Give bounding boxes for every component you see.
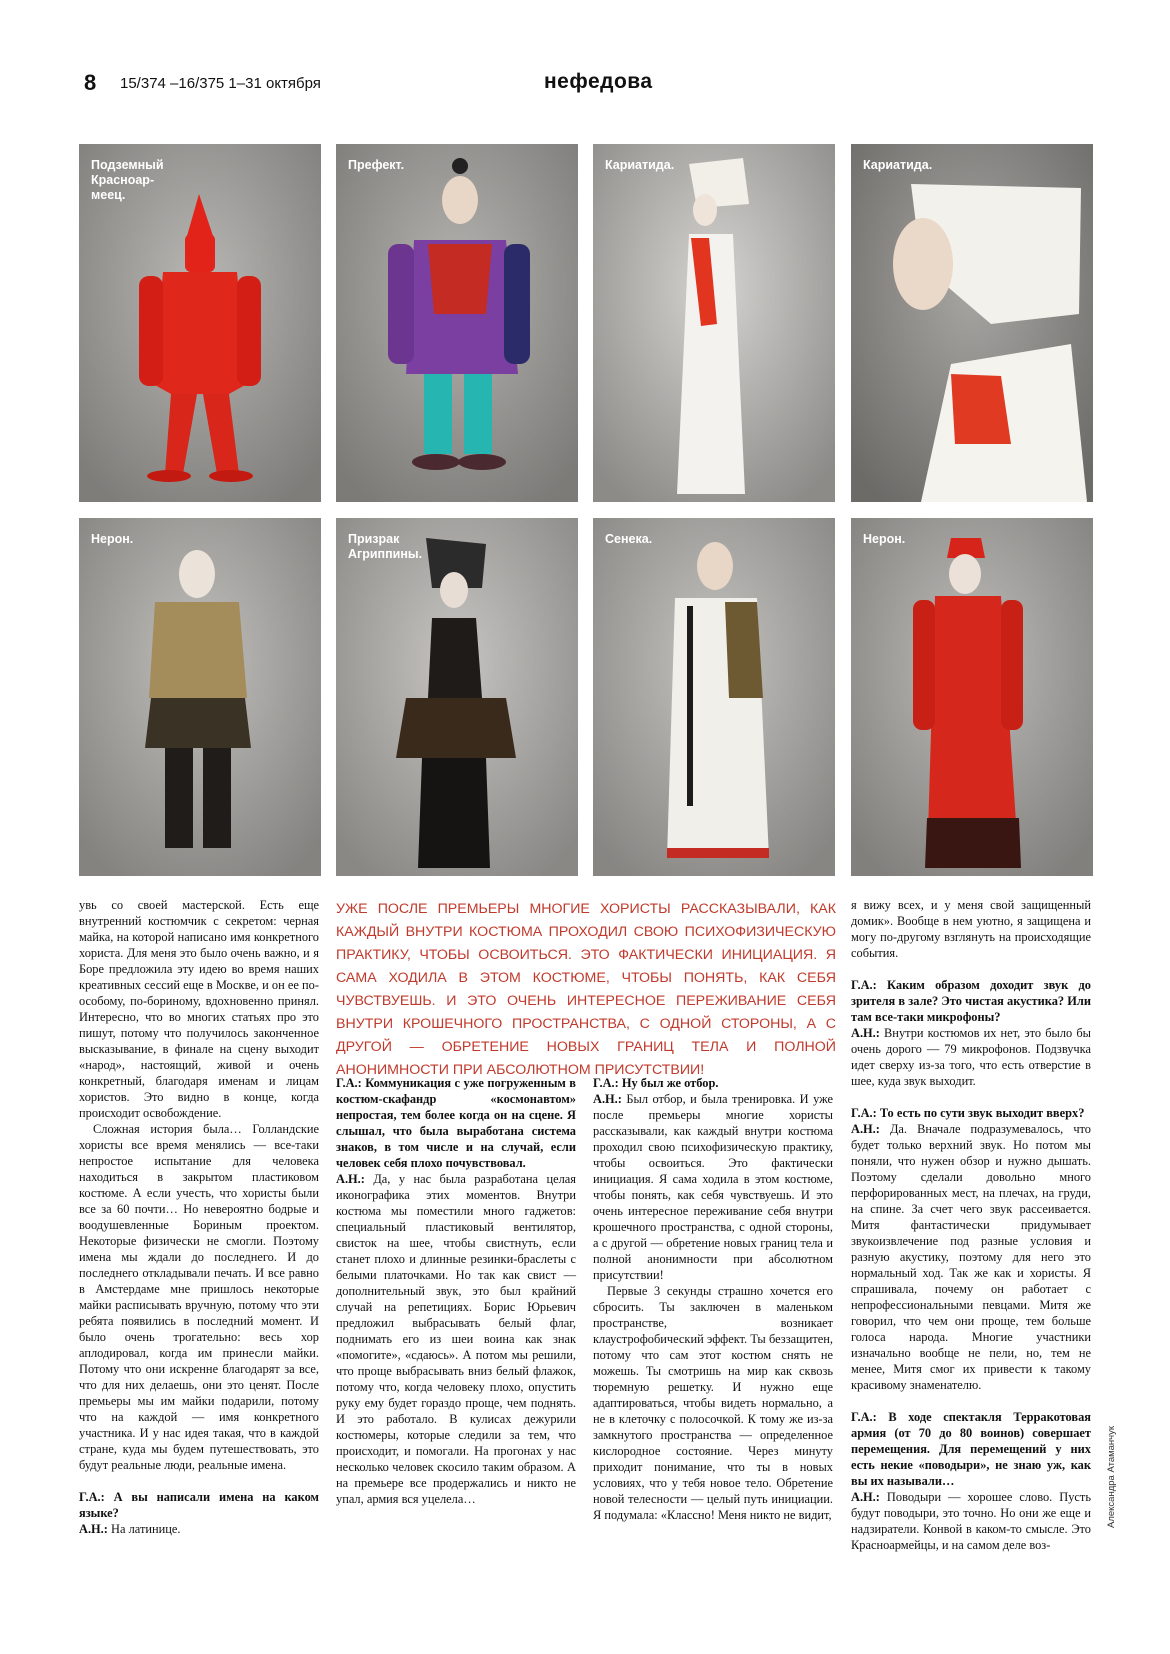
answer-text: Да, у нас была разработана целая иконографика этих моментов. Внутри костюма мы поместили много гаджетов: специальный пластиковый вентилятор, свисток на шее, чтобы свистнуть, если станет плохо и длинные резинки-браслеты с белыми платочками. Но так как свист — дополнительный звук, это был крайний случай на репетициях. Борис Юрьевич предложил выбрасывать белый флаг, поднимать его из шеи воина как знак «помогите», «сдаюсь». А потом мы решили, что проще выбрасывать вниз белый флажок, потому что, когда человеку плохо, опустить руку ему будет гораздо проще, чем поднять. И это работало. В кулисах дежурили костюмеры, которые следили за тем, что происходит, и помогали. На прогонах у нас несколько человек скосило таким образом. А на премьере все продержались и никто не упал, армия вся уцелела…: [336, 1172, 576, 1506]
speaker-label: А.Н.:: [851, 1026, 880, 1040]
photo-caption: Сенека.: [605, 532, 653, 546]
interview-question: Г.А.: В ходе спектакля Терракотовая армия (от 70 до 80 воинов) совершает перемещения. Для перемещений у них есть некие «поводыри», не знаю уж, как вы их называли…: [851, 1410, 1091, 1488]
answer-text: Был отбор, и была тренировка. И уже после премьеры многие хористы рассказывали, как каждый внутри костюма проходил свою психофизическую практику, чтобы освоиться. Это фактически инициация. Я сама ходила в этом костюме, чтобы понять, как себя чувствуешь. И это очень интересное переживание себя внутри крошечного пространства, с одной стороны, а с другой — обретение новых границ тела и полной анонимности при абсолютном присутствии!: [593, 1092, 833, 1282]
photo-caption: Призрак Агриппины.: [348, 532, 423, 561]
pull-quote: УЖЕ ПОСЛЕ ПРЕМЬЕРЫ МНОГИЕ ХОРИСТЫ РАССКАЗЫВАЛИ, КАК КАЖДЫЙ ВНУТРИ КОСТЮМА ПРОХОДИЛ СВОЮ ПСИХОФИЗИЧЕСКУЮ ПРАКТИКУ, ЧТОБЫ ОСВОИТЬСЯ. ЭТО ФАКТИЧЕСКИ ИНИЦИАЦИЯ. Я САМА ХОДИЛА В ЭТОМ КОСТЮМЕ, ЧТОБЫ ПОНЯТЬ, КАК СЕБЯ ЧУВСТВУЕШЬ. И ЭТО ОЧЕНЬ ИНТЕРЕСНОЕ ПЕРЕЖИВАНИЕ СЕБЯ ВНУТРИ КРОШЕЧНОГО ПРОСТРАНСТВА, С ОДНОЙ СТОРОНЫ, А С ДРУГОЙ — ОБРЕТЕНИЕ НОВЫХ ГРАНИЦ ТЕЛА И ПОЛНОЙ АНОНИМНОСТИ ПРИ АБСОЛЮТНОМ ПРИСУТСТВИИ!: [336, 901, 836, 1078]
photo-prefect: [336, 144, 578, 502]
photo-agrippina-ghost-image: [336, 518, 578, 876]
paragraph: Первые 3 секунды страшно хочется его сбросить. Ты заключен в маленьком пространстве, возникает клаустрофобический эффект. Ты беззащитен, потому что сам этот костюм снять не можешь. Ты смотришь на мир как сквозь тюремную решетку. И нужно еще адаптироваться, чтобы видеть нормально, а не в клеточку с полосочкой. К тому же из-за замкнутого пространства — определенное кислородное состояние. Через минуту приходит понимание, что ты в новых условиях, что у тебя новое тело. Обретение новой телесности — целый путь инициации. Я подумала: «Классно! Меня никто не видит,: [593, 1284, 833, 1522]
speaker-label: А.Н.:: [336, 1172, 365, 1186]
page-header: [84, 70, 1094, 100]
speaker-label: А.Н.:: [79, 1522, 108, 1536]
answer-text: Внутри костюмов их нет, это было бы очень дорого — 79 микрофонов. Подзвучка идет сверху из-за того, что есть отверстие в шее, куда звук выходит.: [851, 1026, 1091, 1088]
photo-caption: Кариатида.: [605, 158, 675, 172]
photo-agrippina-ghost: [336, 518, 578, 876]
interview-answer: [79, 1521, 319, 1537]
interview-question: Г.А.: Каким образом доходит звук до зрителя в зале? Это чистая акустика? Или там все-таки микрофоны?: [851, 978, 1091, 1024]
photo-seneca-image: [593, 518, 835, 876]
photo-prefect-image: [336, 144, 578, 502]
interview-question: Г.А.: Коммуникация с уже погруженным в костюм-скафандр «космонавтом» непростая, тем более когда он на сцене. Я слышал, что была выработана система знаков, в том числе и на случай, если человек себя плохо почувствовал.: [336, 1076, 576, 1170]
photo-caryatid-closeup: [851, 144, 1093, 502]
interview-answer: [336, 1171, 576, 1507]
speaker-label: А.Н.:: [593, 1092, 622, 1106]
photo-caryatid-closeup-image: [851, 144, 1093, 502]
article-column-4: [851, 897, 1091, 1553]
interview-question: Г.А.: А вы написали имена на каком языке?: [79, 1490, 319, 1520]
interview-answer: [851, 1489, 1091, 1553]
photo-seneca: [593, 518, 835, 876]
page-number: 8: [84, 70, 97, 95]
issue-info: 15/374 –16/375 1–31 октября: [120, 75, 321, 92]
photo-caption: Кариатида.: [863, 158, 933, 172]
answer-text: Поводыри — хорошее слово. Пусть будут поводыри, это точно. Но они же еще и надзиратели. Конвой в каком-то смысле. Это Красноармейцы, и на самом деле воз-: [851, 1490, 1091, 1552]
paragraph: Сложная история была… Голландские хористы все время менялись — все-таки непростое испытание для человека находиться в закрытом пластиковом костюме. А если учесть, что хористы были все за 60 почти… Но невероятно бодрые и воодушевленные Бориным проектом. Некоторые физически не смогли. Поэтому имена мы ждали до последнего. И до последнего откладывали печать. И все равно в Амстердаме мне пришлось некоторые майки расписывать вручную, потому что эти ребята появились в последний момент. И было очень трогательно: весь хор аплодировал, когда им принесли майки. Потому что они искренне благодарят за все, что для них делаешь, они это ценят. После премьеры мы им майки подарили, потому что на каждой — имя конкретного участника. И у нас идея такая, что в каждой стране, куда мы будем путешествовать, это будут реальные люди, реальные имена.: [79, 1122, 319, 1472]
photo-nero-armor-image: [79, 518, 321, 876]
interview-answer: [593, 1091, 833, 1283]
photo-red-army-man: [79, 144, 321, 502]
photo-nero-armor: [79, 518, 321, 876]
speaker-label: А.Н.:: [851, 1122, 880, 1136]
photo-nero-red-coat: [851, 518, 1093, 876]
paragraph: увь со своей мастерской. Есть еще внутренний костюмчик с секретом: черная майка, на которой написано имя конкретного хориста. Для меня это было очень важно, и я Боре предложила эту идею во время наших креативных сессий еще в Москве, и он ее по-особому, по-бориному, вдохновенно принял. Интересно, что во многих статьях про это пишут, потому что получилось законченное высказывание, в финале на сцену выходит «народ», настоящий, живой и очень конкретный, благодаря именам и лицам хористов. Это видно в конце, когда происходит освобождение.: [79, 898, 319, 1120]
interview-question: Г.А.: Ну был же отбор.: [593, 1076, 719, 1090]
answer-text: Да. Вначале подразумевалось, что будет только верхний звук. Но потом мы поняли, что нужен обзор и нужно дышать. Поэтому сделали довольно много перфорированных мест, на плечах, на груди, на спине. За счет чего звук рассеивается. Митя фантастически придумывает звукоизвлечение под разные условия и разную акустику, поэтому для него это нормальный ход. Так же как и хористы. Я спрашивала, почему он работает с непрофессиональными певцами. Митя же говорил, что чем они проще, тем больше голоса народа. Многие участники изначально вообще не пели, но, тем не менее, Митя смог их привести к такому красивому знаменателю.: [851, 1122, 1091, 1392]
photo-caryatid-full-image: [593, 144, 835, 502]
section-title: нефедова: [544, 70, 653, 93]
photo-nero-red-coat-image: [851, 518, 1093, 876]
photo-credit: Александра Атаманчук: [1106, 1425, 1117, 1528]
answer-text: На латинице.: [111, 1522, 181, 1536]
photo-caption: Подземный Красноар- меец.: [91, 158, 164, 202]
article-column-2: [336, 1075, 576, 1507]
photo-caption: Нерон.: [863, 532, 906, 546]
article-column-1: [79, 897, 319, 1537]
interview-question: Г.А.: То есть по сути звук выходит вверх?: [851, 1106, 1085, 1120]
interview-answer: [851, 1025, 1091, 1089]
speaker-label: А.Н.:: [851, 1490, 880, 1504]
paragraph: я вижу всех, и у меня свой защищенный домик». Вообще в нем уютно, я защищена и могу по-другому взглянуть на происходящие события.: [851, 898, 1091, 960]
photo-caption: Нерон.: [91, 532, 134, 546]
interview-answer: [851, 1121, 1091, 1393]
photo-caption: Префект.: [348, 158, 405, 172]
photo-caryatid-full: [593, 144, 835, 502]
article-column-3: [593, 1075, 833, 1523]
